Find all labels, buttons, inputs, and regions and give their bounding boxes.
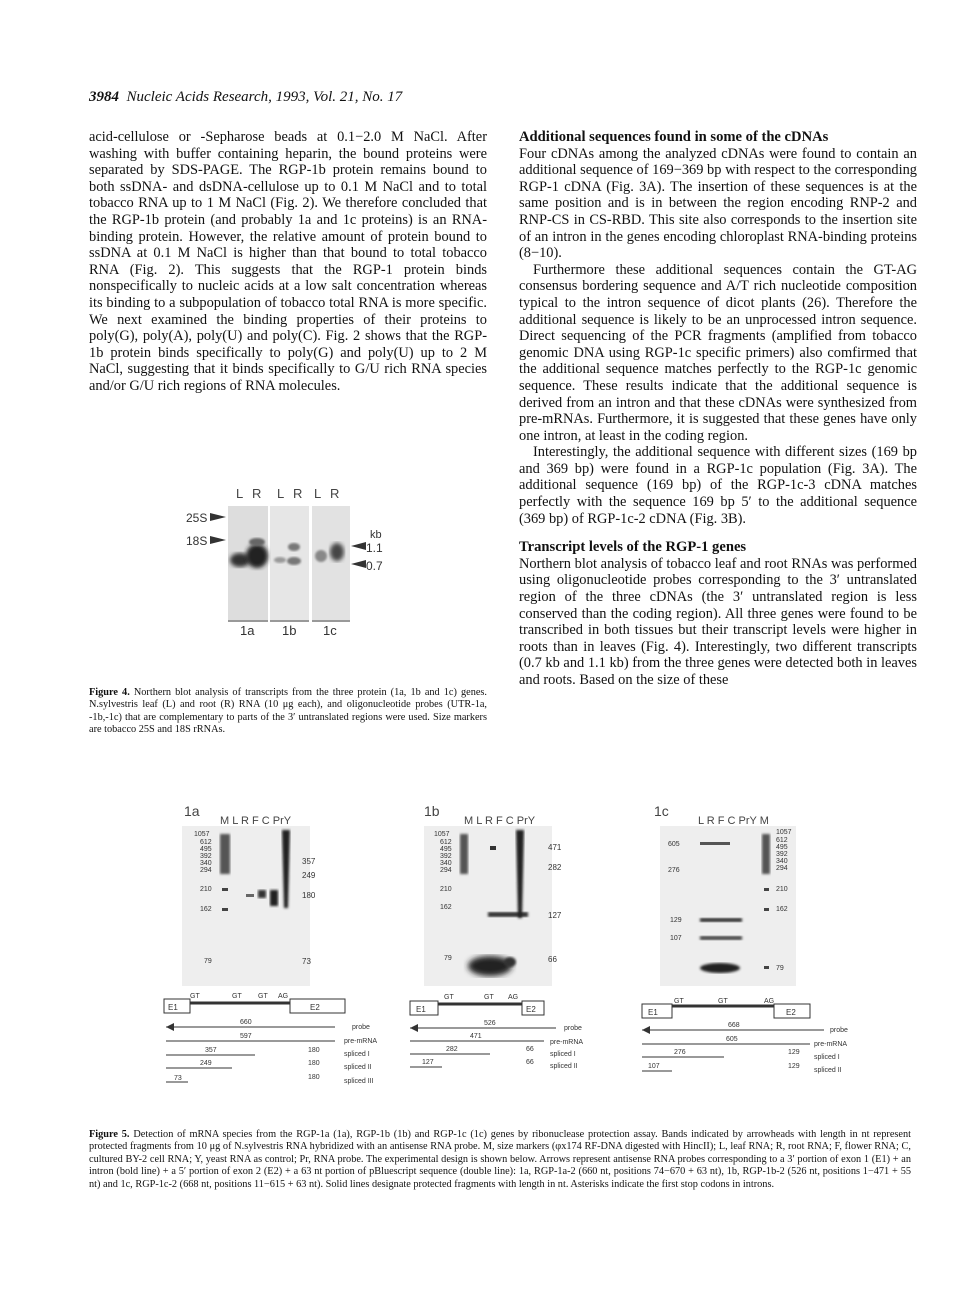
arrow-label: 276 bbox=[668, 867, 680, 874]
intron-mark: GT bbox=[444, 994, 454, 1001]
arrowhead-icon bbox=[210, 536, 226, 544]
length-label: 180 bbox=[308, 1047, 320, 1054]
gel-band bbox=[222, 908, 228, 911]
length-label: 249 bbox=[200, 1060, 212, 1067]
length-label: 597 bbox=[240, 1033, 252, 1040]
marker-label: 210 bbox=[440, 886, 452, 893]
left-column bbox=[89, 129, 487, 395]
gel-band bbox=[700, 842, 730, 845]
lane-label: L bbox=[314, 486, 322, 501]
intron-mark: GT bbox=[674, 998, 684, 1005]
marker-label: 1057 bbox=[194, 831, 210, 838]
blot-band bbox=[315, 550, 327, 562]
panel-label: 1a bbox=[240, 623, 255, 638]
body-paragraph: acid-cellulose or -Sepharose beads at 0.1−2.0 M NaCl. After washing with buffer containing heparin, the bound proteins were separated by SDS-PAGE. The RGP-1b protein remains bound to both ssDNA- and dsDNA-cellulose up to 0.1 M NaCl and to total tobacco RNA up to 1 M NaCl (Fig. 2). We therefore concluded that the RGP-1b protein (and probably 1a and 1c proteins) is an RNA-binding protein. However, the relative amount of protein bound to ssDNA at 0.1 M NaCl is higher than that bound to total tobacco RNA (Fig. 2). This suggests that the RGP-1 protein binds nonspecifically to nucleic acids at a low salt concentration whereas its binding to a subpopulation of tobacco total RNA is more specific. We next examined the binding properties of their proteins to poly(G), poly(A), poly(U) and poly(C). Fig. 2 shows that the RGP-1b protein binds specifically to poly(G) and poly(U) up to 2 M NaCl, suggesting that it binds specifically to G/U rich RNA species and/or G/U rich regions of RNA molecules. bbox=[89, 129, 487, 394]
blot-band bbox=[249, 538, 265, 546]
lane-labels: M L R F C PrY bbox=[220, 815, 292, 827]
gel-band bbox=[700, 936, 742, 940]
gel-band bbox=[700, 918, 742, 922]
marker-label: 392 bbox=[776, 851, 788, 858]
marker-label: 210 bbox=[200, 886, 212, 893]
lane-labels: M L R F C PrY bbox=[464, 815, 536, 827]
row-label: spliced I bbox=[814, 1054, 840, 1061]
lane-label: L bbox=[236, 486, 244, 501]
length-label: 129 bbox=[788, 1049, 800, 1056]
length-label: 526 bbox=[484, 1020, 496, 1027]
page-number: 3984 bbox=[89, 89, 119, 105]
length-label: 66 bbox=[526, 1059, 534, 1066]
section-heading: Additional sequences found in some of the cDNAs bbox=[519, 129, 829, 145]
length-label: 660 bbox=[240, 1019, 252, 1026]
marker-label: 294 bbox=[776, 865, 788, 872]
marker-label: 612 bbox=[776, 837, 788, 844]
figure-5-caption bbox=[89, 1129, 911, 1191]
panel-label: 1c bbox=[323, 623, 337, 638]
gel-band bbox=[220, 834, 230, 874]
caption-label: Figure 5. bbox=[89, 1129, 130, 1140]
body-paragraph: Northern blot analysis of tobacco leaf and root RNAs was performed using oligonucleotide probes corresponding to the 3′ untranslated region of the three cDNAs (the 3′ untranslated region is less conserved than the coding region). All three genes were found to be transcribed in both tissues but their transcript levels were higher in roots than in leaves (Fig. 4). Interestingly, two different transcripts (0.7 kb and 1.1 kb) from the three genes were detected both in leaves and roots. Based on the size of these bbox=[519, 555, 917, 688]
row-label: probe bbox=[352, 1024, 370, 1031]
blot-band bbox=[288, 543, 300, 551]
caption-text: Northern blot analysis of transcripts from the three protein (1a, 1b and 1c) genes. N.sylvestris leaf (L) and root (R) RNA (10 μg each), and oligonucleotide probes (UTR-1a, -1b,-1c) that are complementary to parts of the 3′ untranslated regions were used. Size markers are tobacco 25S and 18S rRNAs. bbox=[89, 687, 488, 736]
intron-mark: GT bbox=[190, 993, 200, 1000]
length-label: 127 bbox=[422, 1059, 434, 1066]
marker-label: 392 bbox=[440, 853, 452, 860]
panel-label: 1c bbox=[654, 803, 669, 819]
marker-label: 495 bbox=[200, 846, 212, 853]
arrowhead-icon bbox=[410, 1024, 418, 1032]
journal-citation: Nucleic Acids Research, 1993, Vol. 21, No. 17 bbox=[126, 89, 403, 105]
exon-label: E1 bbox=[168, 1003, 178, 1012]
marker-label: 18S bbox=[186, 534, 208, 548]
blot-band bbox=[274, 557, 286, 563]
row-label: spliced II bbox=[814, 1067, 842, 1074]
arrowhead-icon bbox=[351, 542, 366, 550]
marker-label: 612 bbox=[200, 839, 212, 846]
marker-label: 392 bbox=[200, 853, 212, 860]
exon-label: E1 bbox=[416, 1005, 426, 1014]
exon-label: E1 bbox=[648, 1008, 658, 1017]
row-label: spliced II bbox=[344, 1064, 372, 1071]
row-label: pre-mRNA bbox=[550, 1039, 584, 1046]
marker-label: 1057 bbox=[434, 831, 450, 838]
lane-label: R bbox=[293, 486, 303, 501]
figure-5 bbox=[160, 798, 850, 1090]
figure-4-blot bbox=[180, 480, 390, 640]
marker-label: 79 bbox=[444, 955, 452, 962]
length-label: 180 bbox=[308, 1074, 320, 1081]
body-paragraph: Interestingly, the additional sequence with different sizes (169 bp and 369 bp) were found in a RGP-1c population (Fig. 3A). The additional sequence (169 bp) of the RGP-1c-3 cDNA matches perfectly with the sequence 169 bp 5′ to the additional sequence (369 bp) of RGP-1c-2 cDNA (Fig. 3B). bbox=[519, 444, 917, 527]
arrow-label: 107 bbox=[670, 935, 682, 942]
panel-label: 1a bbox=[184, 803, 200, 819]
length-label: 471 bbox=[470, 1033, 482, 1040]
row-label: probe bbox=[564, 1025, 582, 1032]
gel-band bbox=[222, 888, 228, 891]
gel-band bbox=[258, 890, 266, 898]
marker-label: 340 bbox=[776, 858, 788, 865]
marker-label: 0.7 bbox=[366, 559, 383, 573]
row-label: spliced II bbox=[550, 1063, 578, 1070]
arrow-label: 66 bbox=[548, 955, 557, 964]
arrow-label: 180 bbox=[302, 891, 316, 900]
body-paragraph: Four cDNAs among the analyzed cDNAs were found to contain an additional sequence of 169−369 bp with respect to the corresponding RGP-1 cDNA (Fig. 3A). The insertion of these sequences is at the same position and is in between the region encoding RNP-2 and RNP-CS in CS-RBD. This site also corresponds to the insertion site of an intron in the genes encoding chloroplast RNA-binding proteins (8−10). bbox=[519, 145, 917, 262]
intron-mark: GT bbox=[718, 998, 728, 1005]
marker-label: 294 bbox=[440, 867, 452, 874]
gel-band bbox=[460, 834, 468, 874]
marker-label: 79 bbox=[776, 965, 784, 972]
gel-band bbox=[764, 888, 769, 891]
lane-label: R bbox=[252, 486, 262, 501]
intron-mark: AG bbox=[764, 998, 775, 1005]
marker-label: 79 bbox=[204, 958, 212, 965]
arrow-label: 127 bbox=[548, 911, 562, 920]
gel-band bbox=[762, 834, 770, 874]
row-label: pre-mRNA bbox=[344, 1038, 378, 1045]
marker-label: 1057 bbox=[776, 829, 792, 836]
marker-label: 340 bbox=[440, 860, 452, 867]
intron-mark: GT bbox=[232, 993, 242, 1000]
gel-band bbox=[504, 957, 516, 967]
arrow-label: 129 bbox=[670, 917, 682, 924]
gel-band bbox=[246, 894, 254, 897]
blot-band bbox=[330, 543, 344, 561]
marker-label: 294 bbox=[200, 867, 212, 874]
right-column bbox=[519, 129, 917, 689]
length-label: 129 bbox=[788, 1063, 800, 1070]
marker-label: 495 bbox=[776, 844, 788, 851]
figure-4-caption bbox=[89, 687, 487, 737]
length-label: 605 bbox=[726, 1036, 738, 1043]
gel-band bbox=[700, 963, 740, 973]
intron-mark: GT bbox=[484, 994, 494, 1001]
exon-label: E2 bbox=[786, 1008, 796, 1017]
row-label: probe bbox=[830, 1027, 848, 1034]
panel-label: 1b bbox=[282, 623, 297, 638]
caption-label: Figure 4. bbox=[89, 687, 130, 698]
gel-band bbox=[490, 846, 496, 850]
panel-label: 1b bbox=[424, 803, 440, 819]
length-label: 276 bbox=[674, 1049, 686, 1056]
panel-1a bbox=[164, 803, 377, 1085]
marker-label: 162 bbox=[200, 906, 212, 913]
exon-label: E2 bbox=[310, 1003, 320, 1012]
arrow-label: 249 bbox=[302, 871, 316, 880]
lane-label: R bbox=[330, 486, 340, 501]
arrow-label: 471 bbox=[548, 843, 562, 852]
marker-label: 495 bbox=[440, 846, 452, 853]
marker-label: 1.1 bbox=[366, 541, 383, 555]
running-header bbox=[89, 89, 402, 106]
section-heading: Transcript levels of the RGP-1 genes bbox=[519, 539, 747, 556]
length-label: 73 bbox=[174, 1075, 182, 1082]
exon-label: E2 bbox=[526, 1005, 536, 1014]
body-paragraph: Furthermore these additional sequences contain the GT-AG consensus bordering sequence and A/T rich nucleotide composition typical to the intron sequence of dicot plants (26). Therefore the additional sequence is likely to be an unprocessed intron sequence. Direct sequencing of the PCR fragments (amplified from tobacco genomic DNA using RGP-1c specific primers) also comfirmed that the additional sequence matches perfectly to the RGP-1c genomic sequence. These results indicate that the additional sequence is derived from an intron and that these cDNAs were synthesized from pre-mRNAs. Furthermore, it is suggested that these genes have only one intron, at least in the coding region. bbox=[519, 261, 917, 444]
marker-label: 162 bbox=[440, 904, 452, 911]
row-label: spliced III bbox=[344, 1078, 374, 1085]
intron-mark: AG bbox=[508, 994, 519, 1001]
arrowhead-icon bbox=[642, 1026, 650, 1034]
unit-label: kb bbox=[370, 529, 382, 541]
blot-panel-1c bbox=[312, 506, 350, 620]
length-label: 357 bbox=[205, 1047, 217, 1054]
row-label: spliced I bbox=[344, 1051, 370, 1058]
arrow-label: 357 bbox=[302, 857, 316, 866]
marker-label: 210 bbox=[776, 886, 788, 893]
intron-mark: GT bbox=[258, 993, 268, 1000]
blot-band bbox=[246, 544, 268, 568]
arrowhead-icon bbox=[210, 513, 226, 521]
length-label: 107 bbox=[648, 1063, 660, 1070]
arrowhead-icon bbox=[166, 1023, 174, 1031]
panel-1c bbox=[642, 803, 848, 1074]
arrowhead-icon bbox=[351, 560, 366, 568]
marker-label: 340 bbox=[200, 860, 212, 867]
marker-label: 612 bbox=[440, 839, 452, 846]
length-label: 66 bbox=[526, 1046, 534, 1053]
length-label: 668 bbox=[728, 1022, 740, 1029]
gel-band bbox=[764, 908, 769, 911]
gel-band bbox=[764, 966, 769, 969]
arrow-label: 73 bbox=[302, 957, 311, 966]
gel-band bbox=[270, 890, 278, 906]
arrow-label: 605 bbox=[668, 841, 680, 848]
length-label: 180 bbox=[308, 1060, 320, 1067]
blot-band bbox=[287, 557, 301, 565]
marker-label: 162 bbox=[776, 906, 788, 913]
row-label: pre-mRNA bbox=[814, 1041, 848, 1048]
marker-label: 25S bbox=[186, 511, 208, 525]
length-label: 282 bbox=[446, 1046, 458, 1053]
arrow-label: 282 bbox=[548, 863, 562, 872]
panel-1b bbox=[410, 803, 583, 1070]
intron-mark: AG bbox=[278, 993, 289, 1000]
row-label: spliced I bbox=[550, 1051, 576, 1058]
caption-text: Detection of mRNA species from the RGP-1a (1a), RGP-1b (1b) and RGP-1c (1c) genes by ribonuclease protection assay. Bands indicated by arrowheads with length in nt represent protected fragments from 10 μg of N.sylvestris RNA hybridized with an antisense RNA probe. M, size markers (φx174 RF-DNA digested with HincII); L, leaf RNA; R, root RNA; F, flower RNA; C, cultured BY-2 cell RNA; Y, yeast RNA as control; Pr, RNA probe. The experimental design is shown below. Arrows represent antisense RNA probes corresponding to a 3′ portion of exon 1 (E1) + an intron (bold line) + a 5′ portion of exon 2 (E2) + a 63 nt portion of pBluescript sequence (double line): 1a, RGP-1a-2 (660 nt, positions 74−670 + 63 nt), 1b, RGP-1b-2 (526 nt, positions 1−471 + 55 nt) and 1c, RGP-1c-2 (668 nt, positions 11−615 + 63 nt). Solid lines designate protected fragments with length in nt. Asterisks indicate the first stop codons in introns. bbox=[89, 1129, 911, 1190]
lane-labels: L R F C PrY M bbox=[698, 815, 769, 827]
lane-label: L bbox=[277, 486, 285, 501]
